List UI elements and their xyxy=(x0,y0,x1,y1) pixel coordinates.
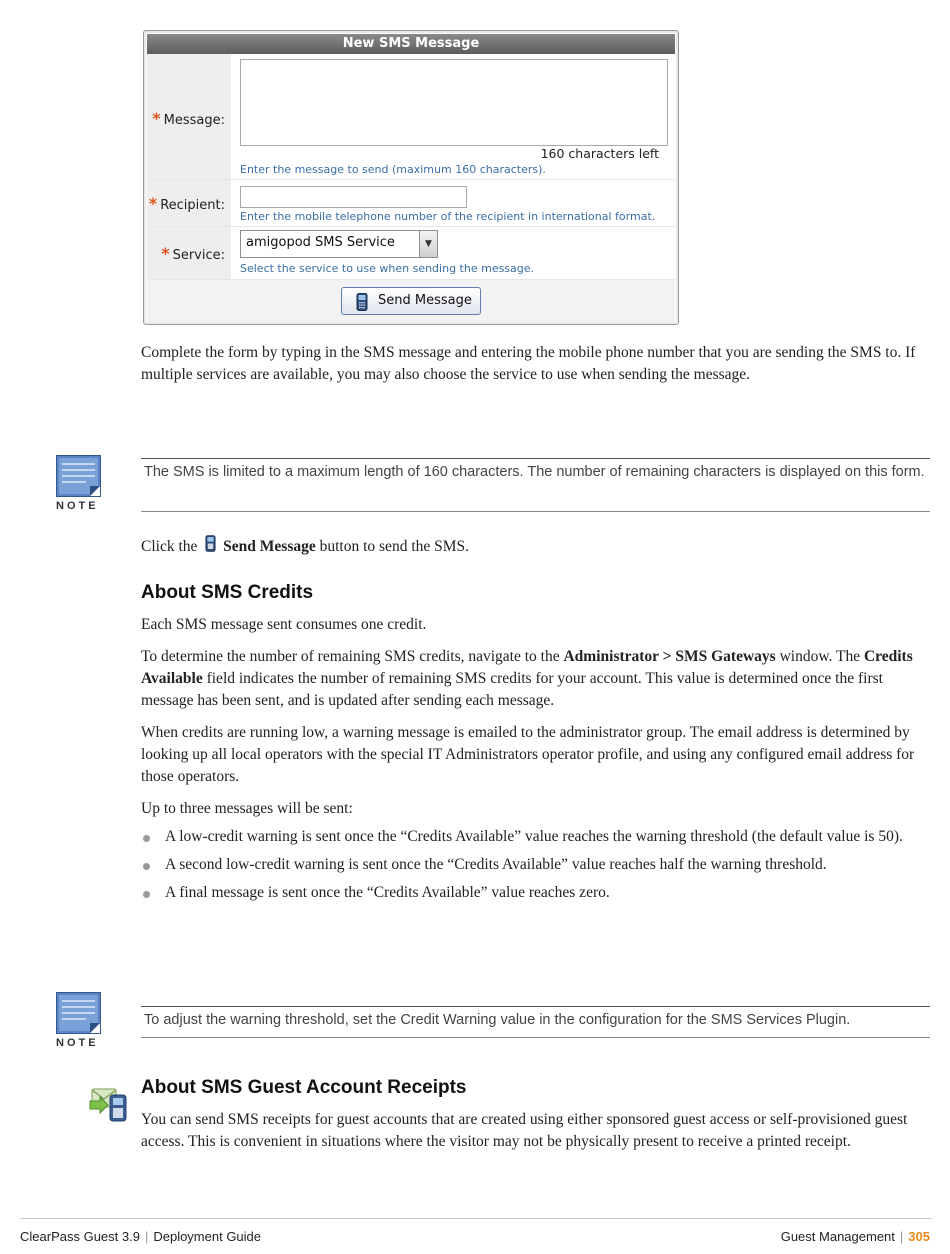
required-mark: * xyxy=(161,244,170,263)
service-cell xyxy=(237,227,675,279)
recipient-input[interactable] xyxy=(240,186,467,208)
recipient-label-cell xyxy=(147,180,231,226)
message-label: Message: xyxy=(163,113,225,128)
credits-p3: When credits are running low, a warning message is emailed to the administrator group. The email address is determined by looking up all local operators with the special IT Administrators operator profile, and using any configured email address for those operators. xyxy=(141,724,915,785)
credits-p1: Each SMS message sent consumes one credit. xyxy=(141,616,427,633)
recipient-cell xyxy=(237,180,675,226)
send-message-label: Send Message xyxy=(378,293,472,308)
required-mark: * xyxy=(148,194,158,213)
footer-chapter: Guest Management xyxy=(780,1229,895,1244)
credits-bullet-list xyxy=(141,826,931,910)
click-post: button to send the SMS. xyxy=(319,538,470,555)
chevron-down-icon[interactable]: ▼ xyxy=(419,231,437,257)
service-hint: Select the service to use when sending the message. xyxy=(240,262,535,275)
new-sms-message-form xyxy=(143,30,679,325)
service-selected-value: amigopod SMS Service xyxy=(246,235,395,250)
credits-heading: About SMS Credits xyxy=(141,582,314,603)
list-item: A low-credit warning is sent once the “Credits Available” value reaches the warning threshold (the default value is 50). xyxy=(141,826,931,848)
send-message-button[interactable] xyxy=(341,287,481,315)
click-instruction xyxy=(141,535,931,559)
form-title: New SMS Message xyxy=(147,34,675,54)
credits-p2-nav-path: Administrator > SMS Gateways xyxy=(563,648,776,665)
message-row xyxy=(147,54,675,180)
receipts-heading: About SMS Guest Account Receipts xyxy=(141,1077,467,1098)
credits-p2-e: field indicates the number of remaining SMS credits for your account. This value is determined once the first message has been sent, and is updated after sending each message. xyxy=(141,670,883,709)
characters-left: 160 characters left xyxy=(540,146,659,161)
list-item: A second low-credit warning is sent once the “Credits Available” value reaches half the warning threshold. xyxy=(141,854,931,876)
click-pre: Click the xyxy=(141,538,198,555)
message-label-cell xyxy=(147,54,231,179)
button-row xyxy=(147,280,675,322)
service-select[interactable] xyxy=(240,230,438,258)
footer-left xyxy=(20,1229,261,1244)
note-label: NOTE xyxy=(56,500,99,512)
credits-p2 xyxy=(141,646,931,712)
footer-doc-title: Deployment Guide xyxy=(153,1229,262,1244)
list-item: A final message is sent once the “Credits Available” value reaches zero. xyxy=(141,882,931,904)
message-cell xyxy=(237,54,675,179)
note-text: To adjust the warning threshold, set the Credit Warning value in the configuration for the SMS Services Plugin. xyxy=(141,1006,930,1038)
credits-p4: Up to three messages will be sent: xyxy=(141,800,353,817)
service-row xyxy=(147,227,675,280)
credits-p2-c: window. The xyxy=(779,648,861,665)
footer-divider xyxy=(20,1218,932,1219)
note-label: NOTE xyxy=(56,1037,99,1049)
click-bold: Send Message xyxy=(223,538,316,555)
recipient-hint: Enter the mobile telephone number of the recipient in international format. xyxy=(240,210,656,223)
credits-p2-field: Credits Available xyxy=(141,648,913,687)
footer-right xyxy=(781,1229,930,1244)
recipient-row xyxy=(147,180,675,227)
page-number: 305 xyxy=(908,1229,930,1244)
note-text: The SMS is limited to a maximum length of 160 characters. The number of remaining characters is displayed on this form. xyxy=(141,458,930,512)
required-mark: * xyxy=(152,109,161,128)
footer-separator: | xyxy=(899,1229,904,1244)
service-label-cell xyxy=(147,227,231,279)
note-icon xyxy=(56,992,101,1039)
credits-p2-a: To determine the number of remaining SMS credits, navigate to the xyxy=(141,648,560,665)
receipts-p1: You can send SMS receipts for guest accounts that are created using either sponsored guest access or self-provisioned guest access. This is convenient in situations where the visitor may not be physically present to receive a printed receipt. xyxy=(141,1111,908,1150)
recipient-label: Recipient: xyxy=(160,198,225,213)
note-icon xyxy=(56,455,101,502)
mobile-phone-icon xyxy=(205,535,216,559)
footer-separator: | xyxy=(144,1229,149,1244)
message-hint: Enter the message to send (maximum 160 characters). xyxy=(240,163,546,176)
sms-receipt-icon xyxy=(88,1081,130,1128)
service-label: Service: xyxy=(172,248,225,263)
footer-product: ClearPass Guest 3.9 xyxy=(20,1229,140,1244)
message-textarea[interactable] xyxy=(240,59,668,146)
intro-paragraph: Complete the form by typing in the SMS message and entering the mobile phone number that you are sending the SMS to. If multiple services are available, you may also choose the service to use when sending the message. xyxy=(141,344,916,383)
mobile-phone-icon xyxy=(356,293,368,315)
